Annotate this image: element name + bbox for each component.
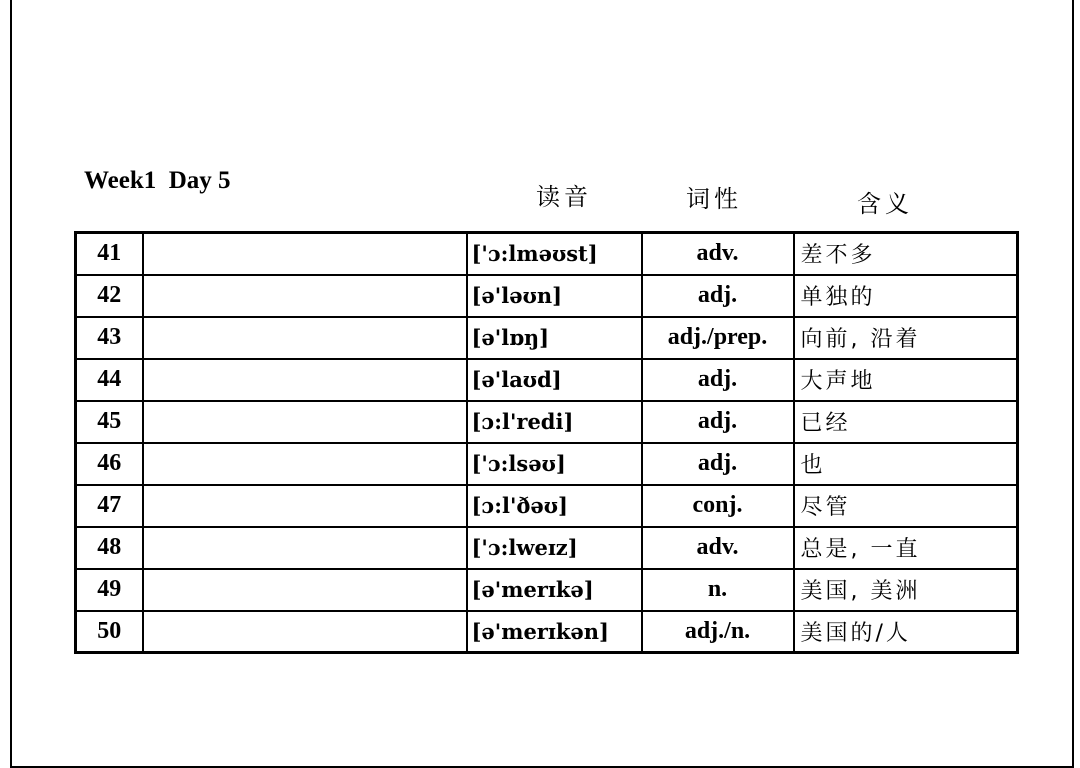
table-row <box>76 485 1018 527</box>
pronunciation-cell: [ə'laʊd] <box>467 359 642 401</box>
meaning-cell: 差不多 <box>794 233 1018 275</box>
table-row <box>76 275 1018 317</box>
row-number: 50 <box>76 611 143 653</box>
word-cell <box>143 611 467 653</box>
table-row <box>76 569 1018 611</box>
word-cell <box>143 485 467 527</box>
table-row <box>76 401 1018 443</box>
word-cell <box>143 317 467 359</box>
meaning-cell: 尽管 <box>794 485 1018 527</box>
row-number: 43 <box>76 317 143 359</box>
row-number: 45 <box>76 401 143 443</box>
row-number: 41 <box>76 233 143 275</box>
meaning-cell: 总是, 一直 <box>794 527 1018 569</box>
part-of-speech-cell: n. <box>642 569 794 611</box>
header-meaning: 含义 <box>857 190 913 218</box>
vocabulary-table-body <box>76 233 1018 653</box>
vocabulary-table <box>74 231 1019 654</box>
part-of-speech-cell: adj. <box>642 401 794 443</box>
word-cell <box>143 359 467 401</box>
table-row <box>76 359 1018 401</box>
part-of-speech-cell: adv. <box>642 233 794 275</box>
meaning-cell: 也 <box>794 443 1018 485</box>
pronunciation-cell: [ə'ləʊn] <box>467 275 642 317</box>
row-number: 46 <box>76 443 143 485</box>
pronunciation-cell: ['ɔ:lsəʊ] <box>467 443 642 485</box>
meaning-cell: 单独的 <box>794 275 1018 317</box>
part-of-speech-cell: adj./n. <box>642 611 794 653</box>
word-cell <box>143 233 467 275</box>
page-title: Week1 Day 5 <box>84 167 231 194</box>
row-number: 44 <box>76 359 143 401</box>
row-number: 48 <box>76 527 143 569</box>
table-row <box>76 527 1018 569</box>
meaning-cell: 美国, 美洲 <box>794 569 1018 611</box>
meaning-cell: 美国的/人 <box>794 611 1018 653</box>
meaning-cell: 大声地 <box>794 359 1018 401</box>
word-cell <box>143 443 467 485</box>
word-cell <box>143 569 467 611</box>
header-pronunciation: 读音 <box>536 183 592 211</box>
row-number: 49 <box>76 569 143 611</box>
row-number: 47 <box>76 485 143 527</box>
table-row <box>76 443 1018 485</box>
word-cell <box>143 527 467 569</box>
table-row <box>76 611 1018 653</box>
word-cell <box>143 275 467 317</box>
pronunciation-cell: [ə'merɪkən] <box>467 611 642 653</box>
part-of-speech-cell: adj. <box>642 275 794 317</box>
table-row <box>76 233 1018 275</box>
pronunciation-cell: [ɔ:l'ðəʊ] <box>467 485 642 527</box>
part-of-speech-cell: adj. <box>642 359 794 401</box>
meaning-cell: 已经 <box>794 401 1018 443</box>
meaning-cell: 向前, 沿着 <box>794 317 1018 359</box>
part-of-speech-cell: adj./prep. <box>642 317 794 359</box>
row-number: 42 <box>76 275 143 317</box>
pronunciation-cell: [ə'lɒŋ] <box>467 317 642 359</box>
pronunciation-cell: [ɔ:l'redi] <box>467 401 642 443</box>
part-of-speech-cell: adj. <box>642 443 794 485</box>
pronunciation-cell: ['ɔ:lməʊst] <box>467 233 642 275</box>
pronunciation-cell: [ə'merɪkə] <box>467 569 642 611</box>
word-cell <box>143 401 467 443</box>
part-of-speech-cell: adv. <box>642 527 794 569</box>
pronunciation-cell: ['ɔ:lweɪz] <box>467 527 642 569</box>
header-part-of-speech: 词性 <box>686 185 742 213</box>
table-row <box>76 317 1018 359</box>
part-of-speech-cell: conj. <box>642 485 794 527</box>
